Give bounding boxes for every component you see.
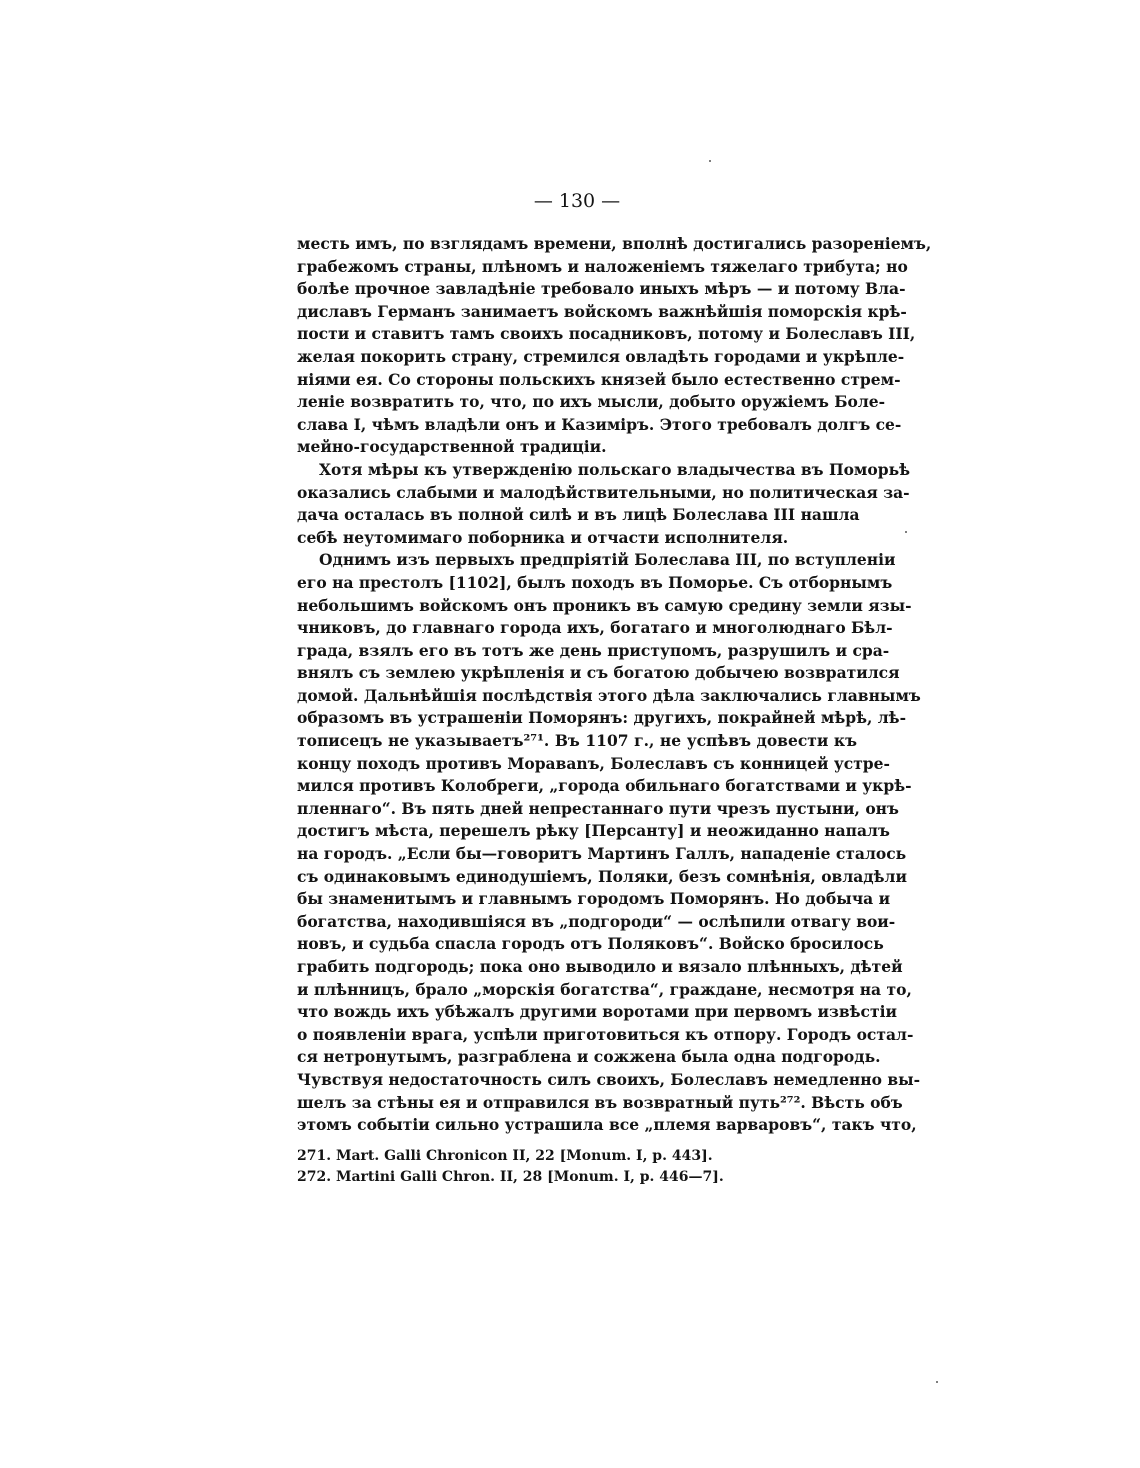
- footnote-271: 271. Mart. Galli Chronicon II, 22 [Monum. I, p. 443].: [297, 1148, 713, 1164]
- footnote-272: 272. Martini Galli Chron. II, 28 [Monum. I, p. 446—7].: [297, 1169, 724, 1185]
- text-line: ся нетронутымъ, разграблена и сожжена была одна подгородь.: [297, 1047, 881, 1067]
- text-line: небольшимъ войскомъ онъ проникъ въ самую средину земли язы-: [297, 595, 912, 615]
- text-line: града, взялъ его въ тотъ же день приступомъ, разрушилъ и сра-: [297, 640, 890, 660]
- text-line: достигъ мѣста, перешелъ рѣку [Персанту] и неожиданно напалъ: [297, 821, 890, 841]
- text-line: концу походъ противъ Моравanъ, Болеславъ съ конницей устре-: [297, 753, 890, 773]
- text-line: мейно-государственной традиціи.: [297, 437, 607, 457]
- text-line: болѣе прочное завладѣніе требовало иныхъ мѣръ — и потому Вла-: [297, 279, 906, 299]
- text-line: ніями ея. Со стороны польскихъ князей было естественно стрем-: [297, 369, 901, 389]
- text-line: диславъ Германъ занимаетъ войскомъ важнѣйшія поморскія крѣ-: [297, 301, 907, 321]
- text-line: на городъ. „Если бы—говоритъ Мартинъ Галлъ, нападеніе сталось: [297, 844, 907, 864]
- text-line: грабить подгородь; пока оно выводило и вязало плѣнныхъ, дѣтей: [297, 957, 903, 976]
- text-line: что вождь ихъ убѣжалъ другими воротами при первомъ извѣстіи: [297, 1002, 897, 1022]
- text-line: чниковъ, до главнаго города ихъ, богатаго и многолюднаго Бѣл-: [297, 618, 893, 638]
- text-line: внялъ съ землею укрѣпленія и съ богатою добычею возвратился: [297, 663, 900, 683]
- paragraph: [297, 233, 932, 459]
- text-line: Чувствуя недостаточность силъ своихъ, Болеславъ немедленно вы-: [297, 1069, 921, 1089]
- paragraph: [297, 549, 921, 1136]
- text-line: домой. Дальнѣйшія послѣдствія этого дѣла заключались главнымъ: [297, 685, 921, 705]
- page-number: — 130 —: [533, 190, 621, 212]
- footnotes: [297, 1146, 857, 1188]
- text-line: тописецъ не указываетъ²⁷¹. Въ 1107 г., не успѣвъ довести къ: [297, 731, 857, 751]
- text-line: грабежомъ страны, плѣномъ и наложеніемъ тяжелаго трибута; но: [297, 256, 908, 276]
- text-line: съ одинаковымъ единодушіемъ, Поляки, безъ сомнѣнія, овладѣли: [297, 866, 907, 886]
- text-line: его на престолъ [1102], былъ походъ въ Поморье. Съ отборнымъ: [297, 572, 893, 592]
- text-line: этомъ событіи сильно устрашила все „племя варваровъ“, такъ что,: [297, 1115, 917, 1135]
- text-line: леніе возвратить то, что, по ихъ мысли, добыто оружіемъ Боле-: [297, 392, 886, 412]
- main-text: [297, 233, 932, 1137]
- text-line: пости и ставитъ тамъ своихъ посадниковъ, потому и Болеславъ III,: [297, 324, 916, 344]
- text-line: Однимъ изъ первыхъ предпріятій Болеслава III, по вступленіи: [319, 550, 896, 570]
- text-line: слава I, чѣмъ владѣли онъ и Казиміръ. Этого требовалъ долгъ се-: [297, 414, 902, 434]
- text-line: шелъ за стѣны ея и отправился въ возвратный путь²⁷². Вѣсть объ: [297, 1092, 903, 1112]
- text-line: богатства, находившіяся въ „подгороди“ — ослѣпили отвагу вои-: [297, 911, 896, 931]
- scan-speck: [709, 160, 711, 162]
- text-line: пленнаго“. Въ пять дней непрестаннаго пути чрезъ пустыни, онъ: [297, 798, 899, 818]
- text-line: и плѣнницъ, брало „морскія богатства“, граждане, несмотря на то,: [297, 979, 912, 999]
- text-line: себѣ неутомимаго поборника и отчасти исполнителя.: [297, 527, 789, 547]
- text-line: желая покорить страну, стремился овладѣть городами и укрѣпле-: [297, 346, 905, 366]
- text-line: оказались слабыми и малодѣйствительными, но политическая за-: [297, 482, 910, 502]
- text-line: месть имъ, по взглядамъ времени, вполнѣ достигались разореніемъ,: [297, 234, 932, 253]
- paragraph: [297, 459, 910, 549]
- scan-speck: [905, 531, 907, 533]
- text-line: Хотя мѣры къ утвержденію польскаго владычества въ Поморьѣ: [319, 459, 910, 479]
- text-line: бы знаменитымъ и главнымъ городомъ Поморянъ. Но добыча и: [297, 889, 891, 909]
- text-line: мился противъ Колобреги, „города обильнаго богатствами и укрѣ-: [297, 776, 912, 796]
- text-line: дача осталась въ полной силѣ и въ лицѣ Болеслава III нашла: [297, 505, 860, 525]
- scan-speck: [936, 1381, 938, 1383]
- text-line: новъ, и судьба спасла городъ отъ Поляковъ“. Войско бросилось: [297, 934, 884, 954]
- text-line: о появленіи врага, успѣли приготовиться къ отпору. Городъ остал-: [297, 1024, 914, 1044]
- text-line: образомъ въ устрашеніи Поморянъ: другихъ, покрайней мѣрѣ, лѣ-: [297, 708, 907, 728]
